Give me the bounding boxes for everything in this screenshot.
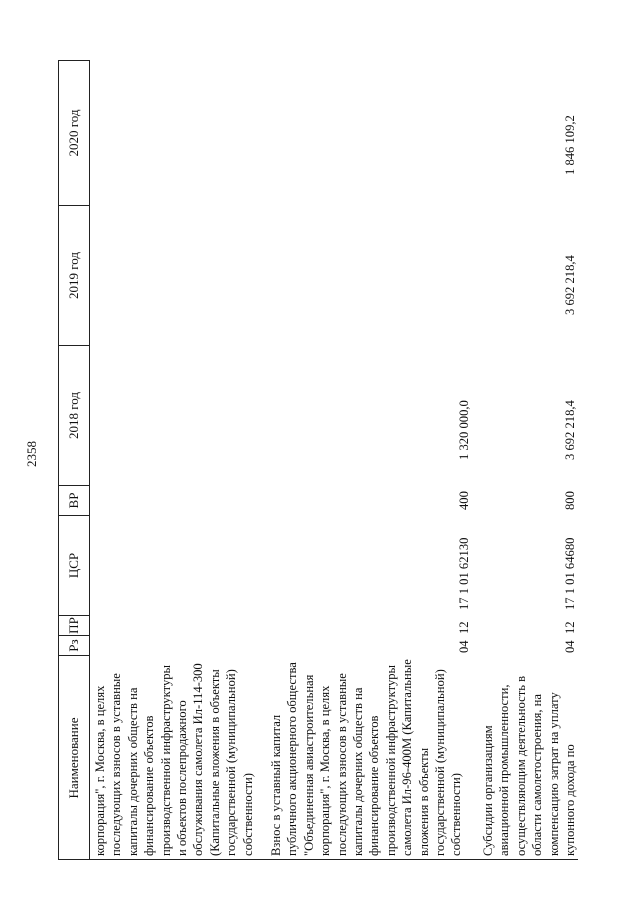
row-2-line: публичного акционерного общества bbox=[285, 662, 300, 856]
row-3-line: осуществляющим деятельность в bbox=[513, 675, 528, 856]
row-1-line: собственности) bbox=[240, 773, 255, 856]
table-row-1-name bbox=[92, 658, 256, 856]
row-3-2019: 3 692 218,4 bbox=[563, 255, 577, 315]
budget-table bbox=[58, 60, 578, 860]
row-2-line: финансирование объектов bbox=[367, 715, 382, 856]
row-3-vr: 800 bbox=[563, 491, 577, 510]
row-1-line: капиталы дочерних обществ на bbox=[125, 687, 140, 856]
table-header bbox=[58, 60, 90, 860]
page-number: 2358 bbox=[24, 441, 39, 467]
row-2-line: собственности) bbox=[449, 773, 464, 856]
table-row-3-name bbox=[480, 658, 578, 856]
row-2-line: Взнос в уставный капитал bbox=[269, 714, 283, 856]
row-3-rz: 04 bbox=[563, 640, 577, 653]
row-2-vr: 400 bbox=[457, 491, 471, 510]
header-name: Наименование bbox=[59, 655, 89, 860]
left-border bbox=[58, 859, 578, 860]
row-3-csr: 17 1 01 64680 bbox=[563, 537, 577, 610]
row-2-line: производственной инфраструктуры bbox=[383, 664, 398, 856]
row-1-line: и объектов послепродажного bbox=[175, 700, 190, 856]
row-3-line: области самолетостроения, на bbox=[530, 694, 545, 856]
row-1-line: государственной (муниципальной) bbox=[224, 669, 239, 856]
row-3-line: купонного дохода по bbox=[563, 744, 578, 856]
row-3-2020: 1 846 109,2 bbox=[563, 115, 577, 175]
row-3-2018: 3 692 218,4 bbox=[563, 400, 577, 460]
row-2-line: последующих взносов в уставные bbox=[334, 673, 349, 856]
header-2019: 2019 год bbox=[59, 205, 89, 345]
row-2-line: корпорация", г. Москва, в целях bbox=[318, 685, 333, 856]
header-vr: ВР bbox=[59, 485, 89, 515]
row-3-line: компенсацию затрат на уплату bbox=[546, 692, 561, 856]
row-2-line: самолета Ил-96-400М (Капитальные bbox=[400, 659, 415, 856]
header-2018: 2018 год bbox=[59, 345, 89, 485]
row-1-line: последующих взносов в уставные bbox=[109, 673, 124, 856]
row-2-line: вложения в объекты bbox=[416, 747, 431, 856]
row-1-line: обслуживания самолета Ил-114-300 bbox=[191, 663, 206, 856]
row-3-pr: 12 bbox=[563, 621, 577, 634]
row-2-line: капиталы дочерних обществ на bbox=[351, 687, 366, 856]
row-2-csr: 17 1 01 62130 bbox=[457, 537, 471, 610]
row-2-rz: 04 bbox=[457, 640, 471, 653]
header-rz: Рз bbox=[59, 635, 89, 655]
row-2-pr: 12 bbox=[457, 621, 471, 634]
row-2-2018: 1 320 000,0 bbox=[457, 400, 471, 460]
header-pr: ПР bbox=[59, 615, 89, 635]
header-2020: 2020 год bbox=[59, 60, 89, 205]
row-3-line: авиационной промышленности, bbox=[497, 684, 512, 856]
row-1-line: финансирование объектов bbox=[142, 715, 157, 856]
header-csr: ЦСР bbox=[59, 515, 89, 615]
row-1-line: производственной инфраструктуры bbox=[158, 664, 173, 856]
row-2-line: "Объединенная авиастроительная bbox=[301, 674, 316, 856]
row-1-line: корпорация", г. Москва, в целях bbox=[93, 685, 107, 856]
table-row-2-name bbox=[268, 658, 465, 856]
row-1-line: (Капитальные вложения в объекты bbox=[207, 669, 222, 856]
row-3-line: Субсидии организациям bbox=[481, 725, 495, 856]
row-2-line: государственной (муниципальной) bbox=[433, 669, 448, 856]
